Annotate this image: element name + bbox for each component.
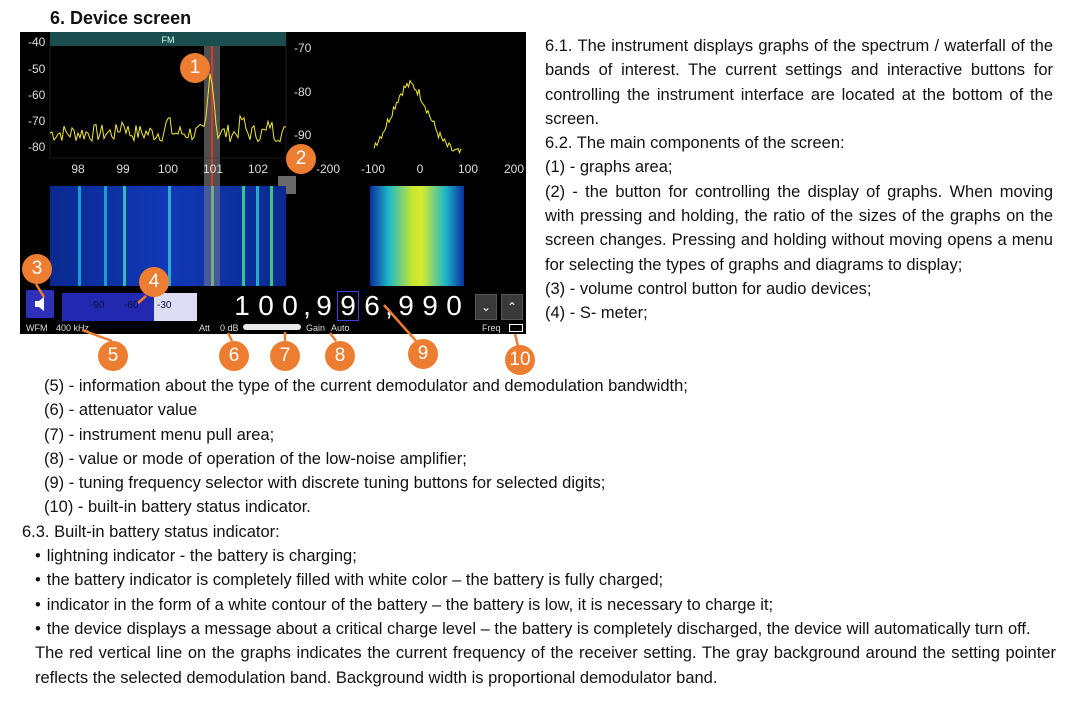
description-lower bbox=[22, 374, 1056, 690]
x-tick: 102 bbox=[247, 162, 269, 176]
freq-separator: , bbox=[385, 290, 393, 321]
y-tick: -60 bbox=[28, 88, 46, 102]
x-tick: -100 bbox=[360, 162, 386, 176]
demod-bandwidth: 400 kHz bbox=[56, 323, 90, 333]
y-tick: -80 bbox=[294, 85, 312, 99]
y-tick: -90 bbox=[294, 128, 312, 142]
gain-value[interactable]: Auto bbox=[331, 323, 350, 333]
x-tick: 99 bbox=[116, 162, 130, 176]
freq-separator: , bbox=[303, 290, 311, 321]
item-2: (2) - the button for controlling the display of graphs. When moving with pressing and holding, the ratio of the sizes of the graphs on the screen changes. Pressing and holding without moving opens a menu for selecting the types of graphs and diagrams to display; bbox=[545, 182, 1053, 274]
para-6-2: 6.2. The main components of the screen: bbox=[545, 134, 845, 153]
callout-5: 5 bbox=[98, 341, 128, 371]
freq-digit[interactable]: 1 bbox=[234, 290, 250, 321]
y-tick: -70 bbox=[28, 114, 46, 128]
freq-digit[interactable]: 0 bbox=[258, 290, 274, 321]
item-6: (6) - attenuator value bbox=[44, 401, 198, 420]
item-10: (10) - built-in battery status indicator. bbox=[44, 498, 311, 517]
item-8: (8) - value or mode of operation of the low-noise amplifier; bbox=[44, 449, 467, 468]
callout-1: 1 bbox=[180, 53, 210, 83]
s-meter-tick: -90 bbox=[90, 300, 105, 311]
closing-paragraph: The red vertical line on the graphs indicates the current frequency of the receiver setting. The gray background around the setting pointer reflects the selected demodulation band. Background width is proportional demodulator band. bbox=[35, 644, 1056, 687]
item-9: (9) - tuning frequency selector with discrete tuning buttons for selected digits; bbox=[44, 474, 606, 493]
callout-6: 6 bbox=[219, 341, 249, 371]
description-right bbox=[545, 34, 1053, 326]
y-tick: -50 bbox=[28, 62, 46, 76]
freq-digit[interactable]: 0 bbox=[446, 290, 462, 321]
item-5: (5) - information about the type of the current demodulator and demodulation bandwidth; bbox=[44, 377, 688, 395]
para-6-1: 6.1. The instrument displays graphs of the spectrum / waterfall of the bands of interest. The current settings and interactive buttons for controlling the instrument interface are located at the bottom of the screen. bbox=[545, 37, 1053, 128]
demod-type: WFM bbox=[26, 323, 48, 333]
y-tick: -70 bbox=[294, 41, 312, 55]
freq-label: Freq bbox=[482, 323, 501, 333]
callout-3: 3 bbox=[22, 254, 52, 284]
tune-down-button[interactable]: ⌄ bbox=[475, 294, 497, 320]
s-meter-tick: -60 bbox=[124, 300, 139, 311]
freq-digit[interactable]: 9 bbox=[316, 290, 332, 321]
item-1: (1) - graphs area; bbox=[545, 158, 673, 177]
battery-bullet bbox=[22, 617, 1056, 641]
callout-9: 9 bbox=[408, 339, 438, 369]
tune-up-button[interactable]: ⌃ bbox=[501, 294, 523, 320]
x-tick: 100 bbox=[457, 162, 479, 176]
item-4: (4) - S- meter; bbox=[545, 304, 648, 323]
x-tick: 101 bbox=[202, 162, 224, 176]
mode-label: FM bbox=[161, 35, 175, 45]
x-tick: 100 bbox=[157, 162, 179, 176]
item-7: (7) - instrument menu pull area; bbox=[44, 425, 275, 444]
battery-bullet-text: the device displays a message about a critical charge level – the battery is completely discharged, the device will automatically turn off. bbox=[46, 619, 1031, 638]
callout-8: 8 bbox=[325, 341, 355, 371]
freq-digit[interactable]: 9 bbox=[398, 290, 414, 321]
gain-label: Gain bbox=[306, 323, 326, 333]
callout-7: 7 bbox=[270, 341, 300, 371]
freq-digit[interactable]: 0 bbox=[282, 290, 298, 321]
att-value[interactable]: 0 dB bbox=[220, 323, 239, 333]
freq-digit[interactable]: 6 bbox=[364, 290, 380, 321]
battery-heading: 6.3. Built-in battery status indicator: bbox=[22, 522, 280, 541]
battery-bullet: • the battery indicator is completely filled with white color – the battery is fully charged; bbox=[22, 568, 1056, 592]
battery-bullet: • lightning indicator - the battery is charging; bbox=[22, 544, 1056, 568]
item-3: (3) - volume control button for audio devices; bbox=[545, 279, 872, 298]
callout-10: 10 bbox=[505, 345, 535, 375]
callout-2: 2 bbox=[286, 144, 316, 174]
s-meter-tick: -30 bbox=[157, 300, 172, 311]
y-tick: -40 bbox=[28, 35, 46, 49]
section-heading: 6. Device screen bbox=[50, 8, 192, 28]
callout-4: 4 bbox=[139, 267, 169, 297]
freq-digit[interactable]: 9 bbox=[422, 290, 438, 321]
battery-bullet: • indicator in the form of a white contour of the battery – the battery is low, it is necessary to charge it; bbox=[22, 593, 1056, 617]
x-tick: 200 bbox=[503, 162, 525, 176]
att-label: Att bbox=[199, 323, 211, 333]
x-tick: 98 bbox=[71, 162, 85, 176]
y-tick: -80 bbox=[28, 140, 46, 154]
x-tick: -200 bbox=[315, 162, 341, 176]
x-tick: 0 bbox=[416, 162, 424, 176]
freq-digit[interactable]: 9 bbox=[336, 290, 360, 322]
